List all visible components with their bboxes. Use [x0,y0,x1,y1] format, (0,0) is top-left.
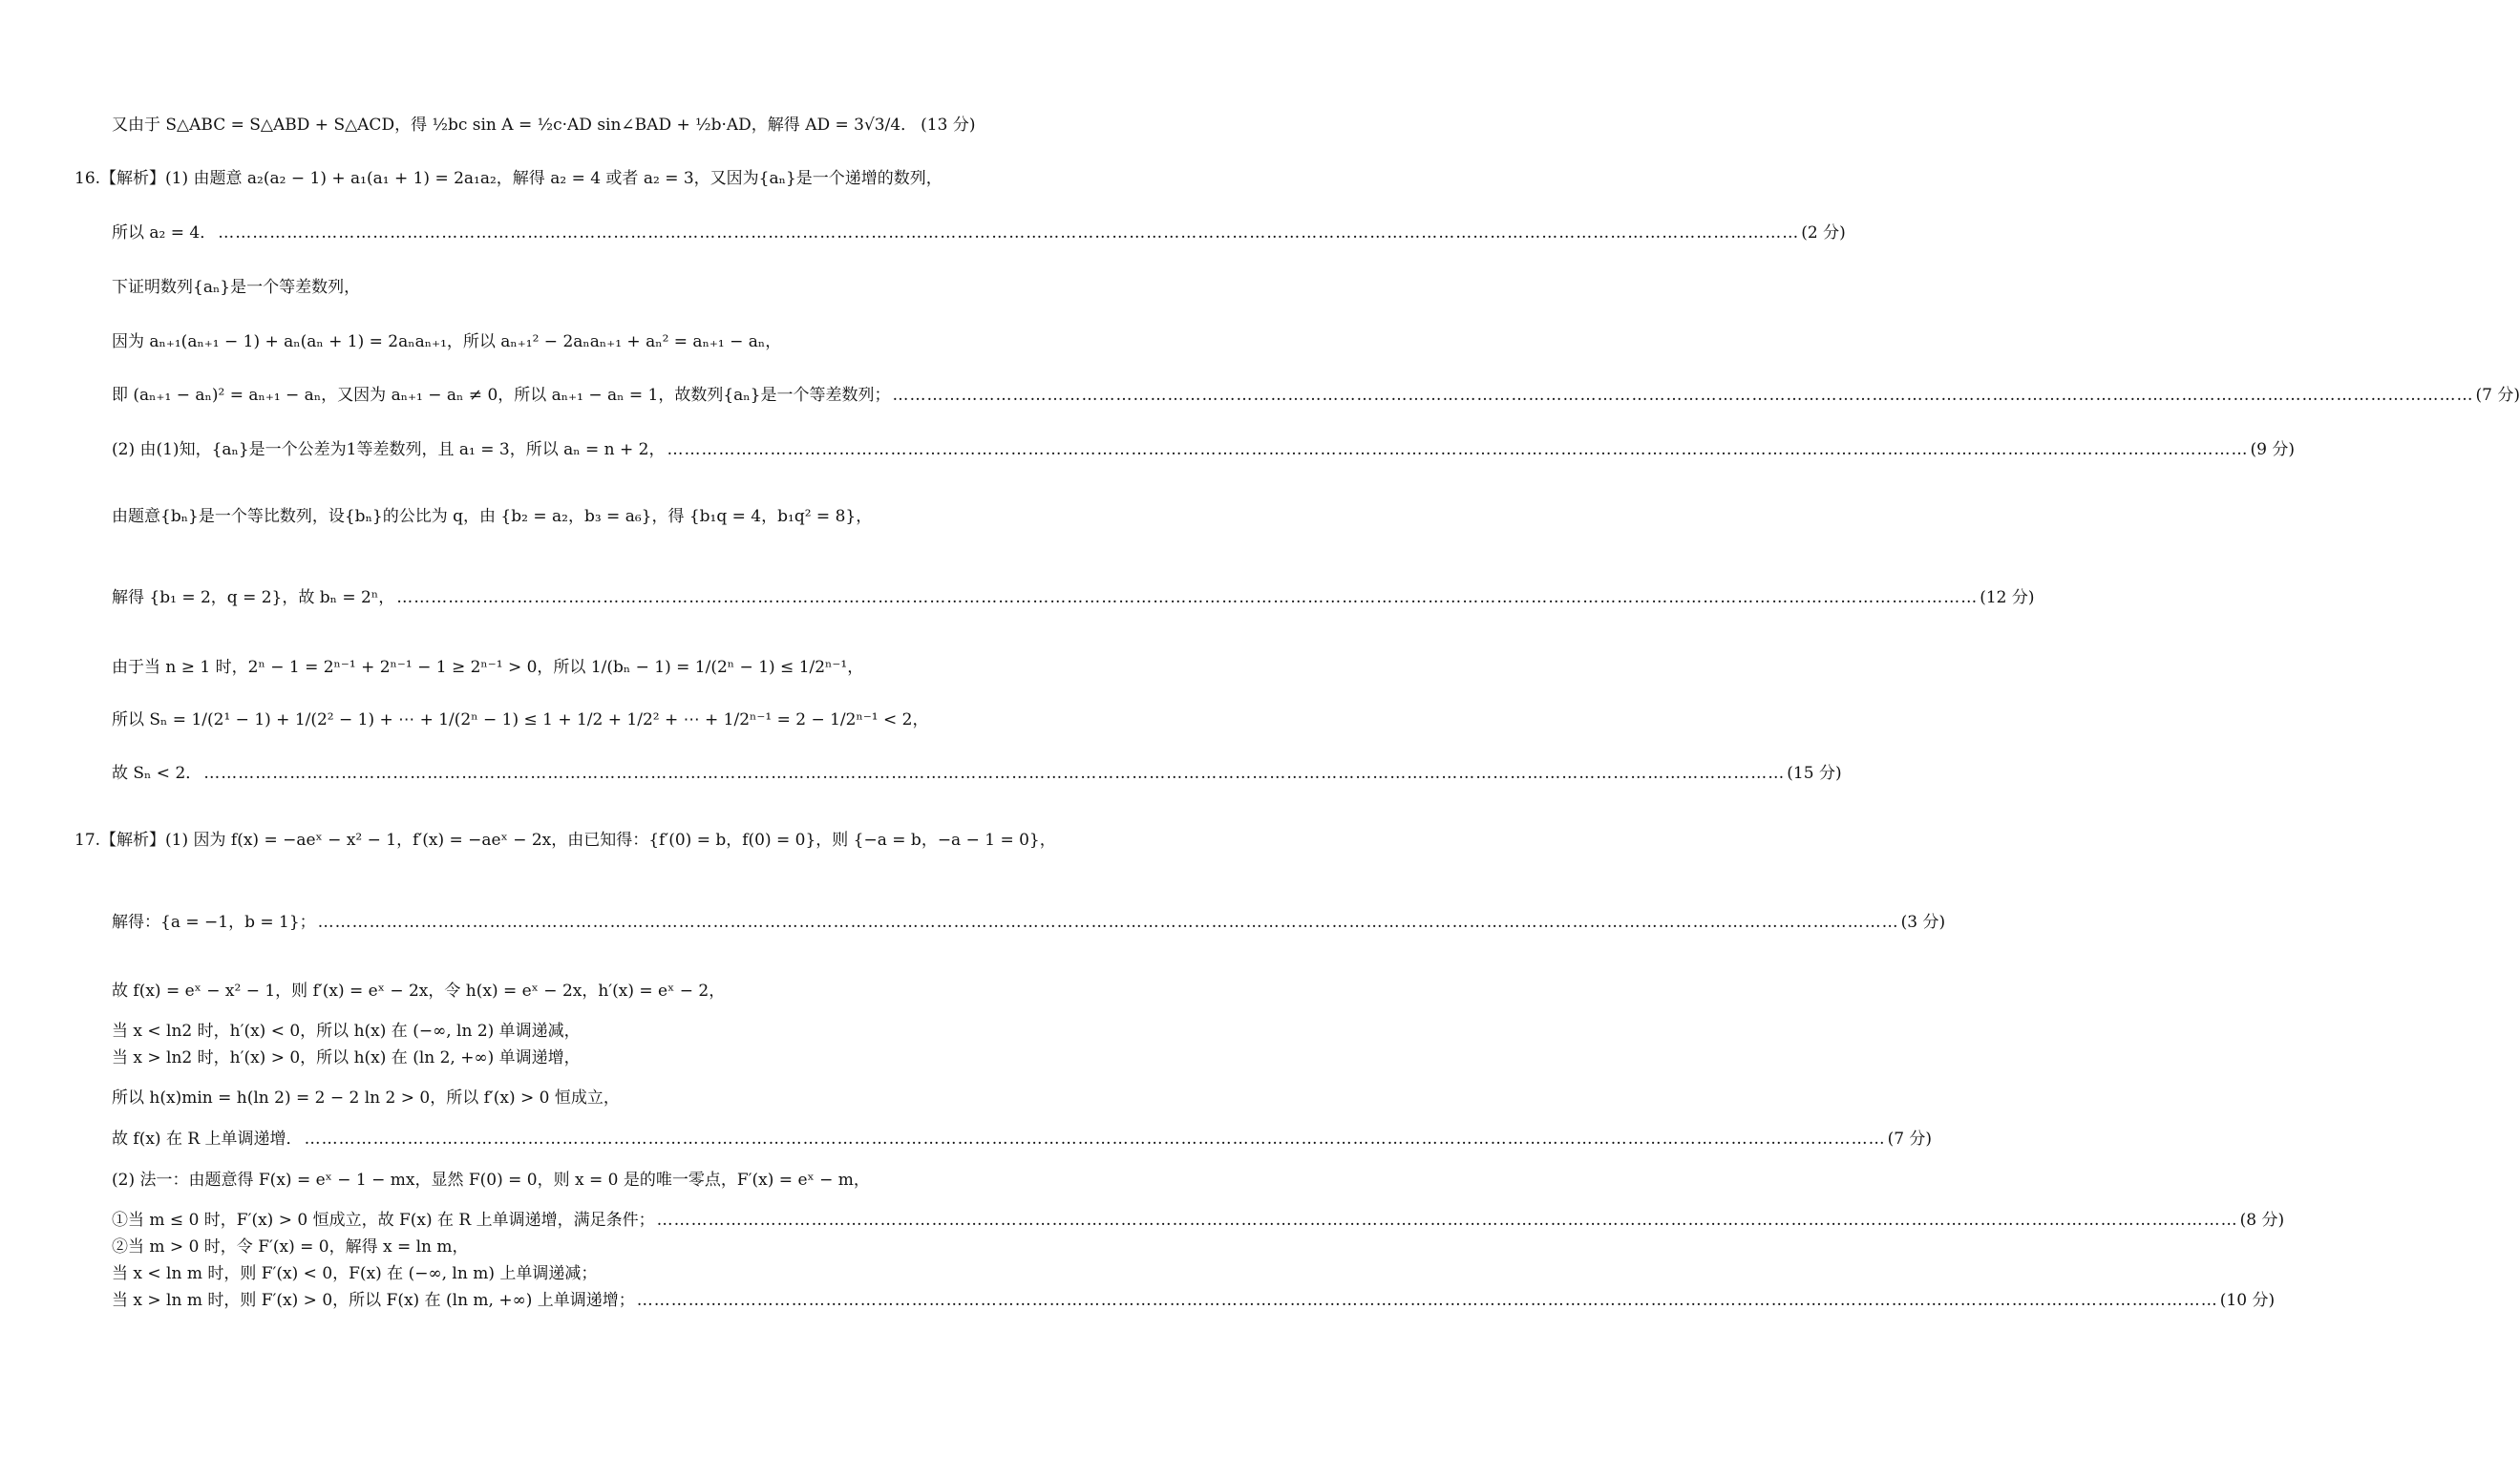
leader-dots: …………………………………………………………………………………………………………………………………………………………………………………………………………………………………………………… [317,913,1899,932]
q17-case2-increasing [112,1290,2276,1311]
score-mark: (15 分) [1787,764,1842,783]
line-text: ①当 m ≤ 0 时，F′(x) > 0 恒成立，故 F(x) 在 R 上单调递增，满足条件； [112,1211,655,1230]
line-text: 即 (aₙ₊₁ − aₙ)² = aₙ₊₁ − aₙ，又因为 aₙ₊₁ − aₙ ≠ 0，所以 aₙ₊₁ − aₙ = 1，故数列{aₙ}是一个等差数列； [112,386,891,405]
q17-min-value [112,1088,962,1109]
line-text: 当 x > ln m 时，则 F′(x) > 0，所以 F(x) 在 (ln m, +∞) 上单调递增； [112,1291,635,1310]
leader-dots: …………………………………………………………………………………………………………………………………………………………………………………………………………………………………………………… [656,1211,2238,1230]
line-area-equation [112,115,976,136]
q16-sum-bound [112,709,962,730]
score-mark: (13 分) [921,116,976,135]
q17-derivative [112,981,962,1002]
line-text: 故 f(x) = eˣ − x² − 1，则 f′(x) = eˣ − 2x，令 h(x) = eˣ − 2x，h′(x) = eˣ − 2， [112,982,726,1001]
score-mark: (9 分) [2250,440,2295,459]
score-mark: (8 分) [2239,1211,2285,1230]
line-text: 所以 a₂ = 4． [112,223,217,243]
leader-dots: …………………………………………………………………………………………………………………………………………………………………………………………………………………………………………………… [636,1291,2218,1310]
q16-a2-result [112,222,1846,243]
line-text: 下证明数列{aₙ}是一个等差数列， [112,278,361,297]
line-text: 由于当 n ≥ 1 时，2ⁿ − 1 = 2ⁿ⁻¹ + 2ⁿ⁻¹ − 1 ≥ 2ⁿ⁻¹ > 0，所以 1/(bₙ − 1) = 1/(2ⁿ − 1) ≤ 1/2ⁿ⁻¹， [112,658,864,677]
q17-part2 [112,1170,962,1191]
leader-dots: …………………………………………………………………………………………………………………………………………………………………………………………………………………………………………………… [304,1130,1886,1149]
score-mark: (3 分) [1900,913,1946,932]
q16-arith-proof [112,385,2520,406]
line-text: ②当 m > 0 时，令 F′(x) = 0，解得 x = ln m， [112,1237,469,1257]
line-text: 由题意{bₙ}是一个等比数列，设{bₙ}的公比为 q，由 {b₂ = a₂，b₃ = a₆}，得 {b₁q = 4，b₁q² = 8}， [112,507,873,526]
leader-dots: …………………………………………………………………………………………………………………………………………………………………………………………………………………………………………………… [892,386,2474,405]
line-text: 故 Sₙ < 2． [112,764,202,783]
q17-case1 [112,1210,2285,1231]
leader-dots: …………………………………………………………………………………………………………………………………………………………………………………………………………………………………………………… [203,764,1786,783]
score-mark: (7 分) [2475,386,2520,405]
q17-increasing [112,1047,962,1068]
line-text: 16.【解析】(1) 由题意 a₂(a₂ − 1) + a₁(a₁ + 1) = 2a₁a₂，解得 a₂ = 4 或者 a₂ = 3，又因为{aₙ}是一个递增的数列， [74,169,942,188]
line-text: 当 x < ln m 时，则 F′(x) < 0，F(x) 在 (−∞, ln m) 上单调递减； [112,1264,598,1283]
q17-case2 [112,1236,962,1257]
line-text: 所以 h(x)min = h(ln 2) = 2 − 2 ln 2 > 0，所以 f′(x) > 0 恒成立， [112,1088,620,1108]
leader-dots: …………………………………………………………………………………………………………………………………………………………………………………………………………………………………………………… [396,588,1979,607]
line-text: 当 x < ln2 时，h′(x) < 0，所以 h(x) 在 (−∞, ln 2) 单调递减， [112,1022,581,1041]
q17-intro [74,830,1056,851]
q16-intro [74,168,942,189]
line-text: 故 f(x) 在 R 上单调递增． [112,1130,303,1149]
q16-recurrence [112,331,962,352]
score-mark: (2 分) [1801,223,1846,243]
line-text: (2) 法一：由题意得 F(x) = eˣ − 1 − mx，显然 F(0) = 0，则 x = 0 是的唯一零点，F′(x) = eˣ − m， [112,1171,870,1190]
score-mark: (10 分) [2219,1291,2276,1310]
line-text: 17.【解析】(1) 因为 f(x) = −aeˣ − x² − 1，f′(x) = −aeˣ − 2x，由已知得：{f′(0) = b，f(0) = 0}，则 {−a = b，−a − 1 = 0}， [74,831,1056,850]
score-mark: (12 分) [1980,588,2035,607]
line-text: (2) 由(1)知，{aₙ}是一个公差为1等差数列，且 a₁ = 3，所以 aₙ = n + 2， [112,440,666,459]
line-text: 解得：{a = −1，b = 1}； [112,913,316,932]
score-mark: (7 分) [1887,1130,1933,1149]
q17-decreasing [112,1021,962,1042]
q16-geometric-setup [112,506,962,527]
line-text: 解得 {b₁ = 2，q = 2}，故 bₙ = 2ⁿ， [112,588,395,607]
q16-proof-start [112,277,962,298]
line-text: 当 x > ln2 时，h′(x) > 0，所以 h(x) 在 (ln 2, +∞) 单调递增， [112,1048,581,1067]
q16-part2-an [112,439,2295,460]
q17-ab-solution [112,912,1946,933]
leader-dots: …………………………………………………………………………………………………………………………………………………………………………………………………………………………………………………… [667,440,2249,459]
q16-conclusion [112,763,1842,784]
line-text: 因为 aₙ₊₁(aₙ₊₁ − 1) + aₙ(aₙ + 1) = 2aₙaₙ₊₁，所以 aₙ₊₁² − 2aₙaₙ₊₁ + aₙ² = aₙ₊₁ − aₙ， [112,332,782,351]
line-text: 所以 Sₙ = 1/(2¹ − 1) + 1/(2² − 1) + ⋯ + 1/(2ⁿ − 1) ≤ 1 + 1/2 + 1/2² + ⋯ + 1/2ⁿ⁻¹ = 2 − 1/2ⁿ⁻¹ < 2， [112,710,929,729]
q16-inequality [112,657,962,678]
leader-dots: …………………………………………………………………………………………………………………………………………………………………………………………………………………………………………………… [218,223,1800,243]
q17-monotone [112,1129,1933,1150]
q17-case2-decreasing [112,1263,962,1284]
line-text: 又由于 S△ABC = S△ABD + S△ACD，得 ½bc sin A = ½c·AD sin∠BAD + ½b·AD，解得 AD = 3√3/4． [112,116,918,135]
q16-bn-solution [112,587,2035,608]
